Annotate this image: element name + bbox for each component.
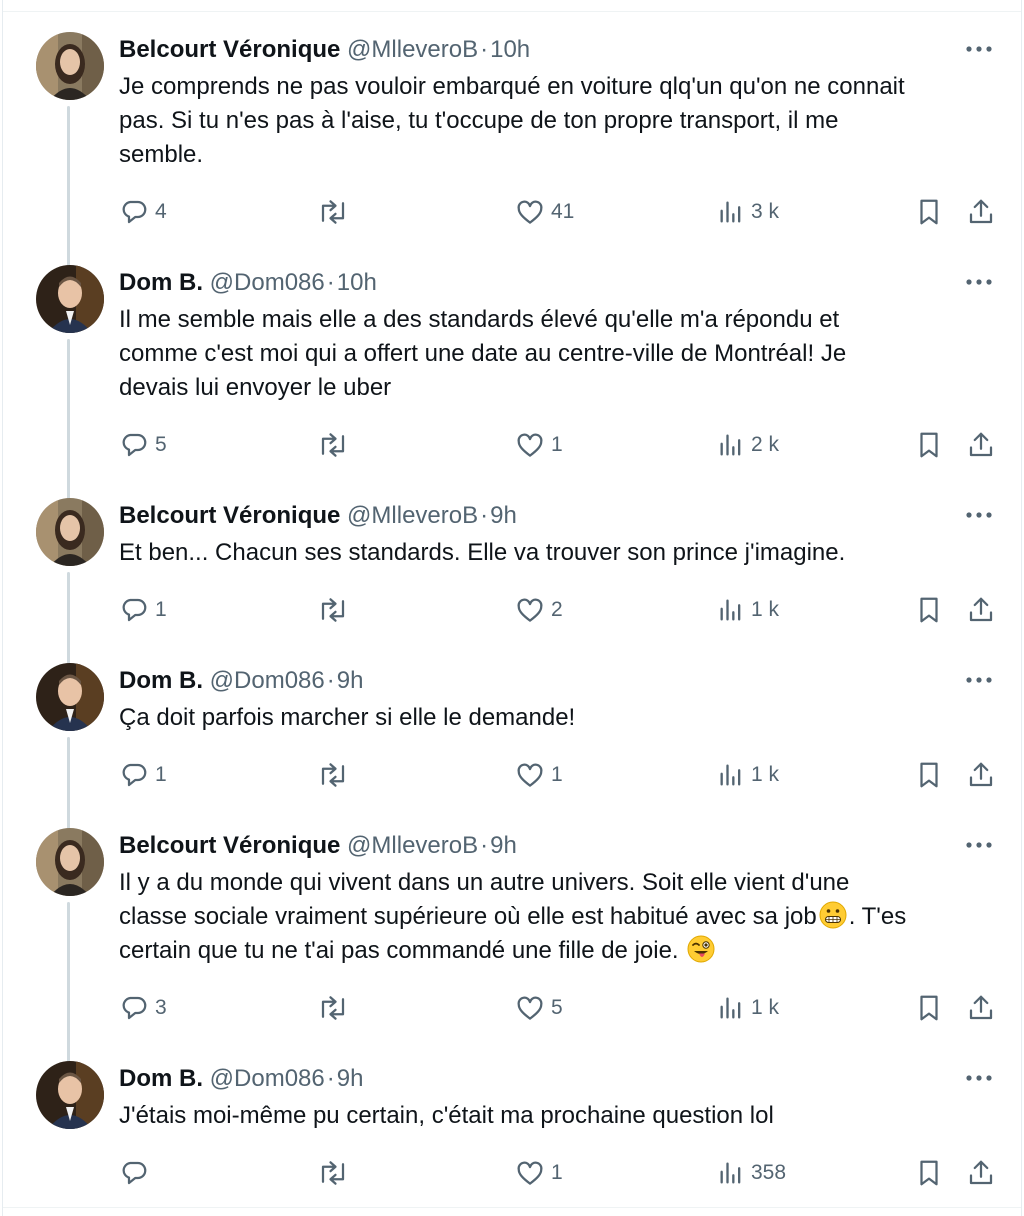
like-icon [515, 595, 545, 625]
author-name[interactable]: Belcourt Véronique [119, 832, 341, 859]
more-icon[interactable] [962, 667, 996, 693]
tweet[interactable] [3, 498, 1021, 662]
views-count: 358 [751, 1161, 787, 1184]
share-button[interactable] [966, 755, 996, 795]
retweet-icon [316, 430, 350, 460]
timestamp[interactable]: 9h [490, 832, 517, 859]
bookmark-icon [914, 430, 944, 460]
views-icon [717, 430, 745, 460]
like-button[interactable] [515, 590, 563, 630]
more-icon[interactable] [962, 269, 996, 295]
like-count: 1 [551, 763, 563, 786]
views-icon [717, 197, 745, 227]
views-count: 3 k [751, 200, 780, 223]
reply-button[interactable] [119, 590, 167, 630]
views-icon [717, 993, 745, 1023]
timestamp[interactable]: 9h [490, 502, 517, 529]
reply-button[interactable] [119, 425, 167, 465]
like-icon [515, 993, 545, 1023]
retweet-button[interactable] [316, 425, 350, 465]
timestamp[interactable]: 9h [336, 667, 364, 694]
like-icon [515, 1158, 545, 1188]
views-button[interactable] [717, 425, 779, 465]
more-icon[interactable] [962, 1065, 996, 1091]
tweet-text [119, 866, 1001, 968]
like-button[interactable] [515, 425, 563, 465]
retweet-icon [316, 993, 350, 1023]
like-count: 5 [551, 996, 563, 1019]
retweet-icon [316, 595, 350, 625]
winking-face-with-tongue-emoji [686, 934, 716, 964]
author-name[interactable]: Dom B. [119, 667, 203, 694]
share-button[interactable] [966, 590, 996, 630]
bookmark-icon [914, 993, 944, 1023]
grimacing-face-emoji [818, 900, 848, 930]
like-count: 1 [551, 1161, 563, 1184]
separator-dot: · [480, 832, 489, 859]
avatar-man[interactable] [36, 663, 104, 731]
more-icon[interactable] [962, 832, 996, 858]
bookmark-button[interactable] [914, 192, 944, 232]
views-count: 2 k [751, 433, 780, 456]
author-name[interactable]: Dom B. [119, 269, 203, 296]
reply-count: 3 [155, 996, 167, 1019]
more-icon[interactable] [962, 502, 996, 528]
like-button[interactable] [515, 192, 574, 232]
avatar-woman[interactable] [36, 32, 104, 100]
reply-count: 1 [155, 598, 167, 621]
bookmark-button[interactable] [914, 590, 944, 630]
author-name[interactable]: Belcourt Véronique [119, 36, 341, 63]
tweet[interactable] [3, 265, 1021, 497]
tweet-text: Il me semble mais elle a des standards élevé qu'elle m'a répondu et comme c'est moi qui a offert une date au centre-ville de Montréal! Je devais lui envoyer le uber [119, 306, 847, 401]
timestamp[interactable]: 10h [490, 36, 531, 63]
share-button[interactable] [966, 425, 996, 465]
share-icon [966, 993, 996, 1023]
author-handle[interactable]: @MlleveroB [347, 502, 479, 529]
reply-icon [119, 595, 149, 625]
tweet-text: Ça doit parfois marcher si elle le demande! [119, 704, 576, 731]
like-icon [515, 760, 545, 790]
retweet-button[interactable] [316, 755, 350, 795]
tweet-header [119, 34, 911, 66]
reply-icon [119, 993, 149, 1023]
like-icon [515, 197, 545, 227]
tweet-text-part: Il y a du monde qui vivent dans un autre univers. Soit elle vient d'une classe sociale vraiment supérieure où elle est habitué avec sa job [119, 869, 850, 930]
share-button[interactable] [966, 192, 996, 232]
bookmark-button[interactable] [914, 988, 944, 1028]
avatar-man[interactable] [36, 1061, 104, 1129]
action-bar [3, 192, 1021, 232]
author-handle[interactable]: @MlleveroB [347, 832, 479, 859]
like-count: 1 [551, 433, 563, 456]
avatar-man[interactable] [36, 265, 104, 333]
action-bar [3, 988, 1021, 1028]
like-icon [515, 430, 545, 460]
retweet-button[interactable] [316, 988, 350, 1028]
reply-icon [119, 1158, 149, 1188]
tweet-header [119, 665, 911, 697]
views-button[interactable] [717, 192, 779, 232]
retweet-button[interactable] [316, 192, 350, 232]
views-count: 1 k [751, 598, 780, 621]
timestamp[interactable]: 10h [336, 269, 377, 296]
bookmark-icon [914, 595, 944, 625]
like-count: 2 [551, 598, 563, 621]
like-count: 41 [551, 200, 575, 223]
retweet-icon [316, 197, 350, 227]
tweet-text-part: . T'es certain que tu ne t'ai pas commandé une fille de joie. [119, 903, 907, 964]
action-bar [3, 425, 1021, 465]
reply-count: 1 [155, 763, 167, 786]
tweet[interactable] [3, 828, 1021, 1060]
reply-icon [119, 430, 149, 460]
tweet-header [119, 1063, 911, 1095]
author-handle[interactable]: @Dom086 [209, 269, 325, 296]
retweet-icon [316, 760, 350, 790]
thread-line [67, 902, 70, 1062]
views-button[interactable] [717, 988, 779, 1028]
author-name[interactable]: Belcourt Véronique [119, 502, 341, 529]
bookmark-icon [914, 197, 944, 227]
views-button[interactable] [717, 755, 779, 795]
separator-dot: · [326, 667, 335, 694]
reply-count: 5 [155, 433, 167, 456]
bookmark-button[interactable] [914, 1153, 944, 1193]
separator-dot: · [480, 36, 489, 63]
action-bar [3, 1153, 1021, 1193]
tweet-header [119, 267, 911, 299]
reply-count: 4 [155, 200, 167, 223]
tweet-header [119, 500, 911, 532]
reply-icon [119, 197, 149, 227]
reply-button[interactable] [119, 755, 167, 795]
action-bar [3, 755, 1021, 795]
like-button[interactable] [515, 1153, 563, 1193]
views-icon [717, 1158, 745, 1188]
views-icon [717, 760, 745, 790]
author-handle[interactable]: @MlleveroB [347, 36, 479, 63]
separator-dot: · [480, 502, 489, 529]
tweet[interactable] [3, 1061, 1021, 1201]
tweet[interactable] [3, 663, 1021, 827]
share-icon [966, 1158, 996, 1188]
share-button[interactable] [966, 1153, 996, 1193]
bookmark-button[interactable] [914, 755, 944, 795]
tweet-header [119, 830, 911, 862]
like-button[interactable] [515, 988, 563, 1028]
views-count: 1 k [751, 996, 780, 1019]
timestamp[interactable]: 9h [336, 1065, 364, 1092]
avatar-woman[interactable] [36, 498, 104, 566]
tweet-text: J'étais moi-même pu certain, c'était ma prochaine question lol [119, 1102, 774, 1129]
conversation-thread [2, 0, 1022, 1216]
avatar-woman[interactable] [36, 828, 104, 896]
separator-dot: · [326, 1065, 335, 1092]
author-handle[interactable]: @Dom086 [209, 1065, 325, 1092]
bookmark-icon [914, 1158, 944, 1188]
share-icon [966, 430, 996, 460]
reply-button[interactable] [119, 988, 167, 1028]
retweet-button[interactable] [316, 590, 350, 630]
views-icon [717, 595, 745, 625]
reply-button[interactable] [119, 1153, 155, 1193]
like-button[interactable] [515, 755, 563, 795]
reply-icon [119, 760, 149, 790]
author-name[interactable]: Dom B. [119, 1065, 203, 1092]
bookmark-button[interactable] [914, 425, 944, 465]
retweet-icon [316, 1158, 350, 1188]
author-handle[interactable]: @Dom086 [209, 667, 325, 694]
share-button[interactable] [966, 988, 996, 1028]
share-icon [966, 595, 996, 625]
share-icon [966, 197, 996, 227]
retweet-button[interactable] [316, 1153, 350, 1193]
views-button[interactable] [717, 590, 779, 630]
reply-button[interactable] [119, 192, 167, 232]
separator-dot: · [326, 269, 335, 296]
views-button[interactable] [717, 1153, 786, 1193]
tweet[interactable] [3, 32, 1021, 264]
action-bar [3, 590, 1021, 630]
more-icon[interactable] [962, 36, 996, 62]
bookmark-icon [914, 760, 944, 790]
tweet-text: Et ben... Chacun ses standards. Elle va trouver son prince j'imagine. [119, 539, 846, 566]
views-count: 1 k [751, 763, 780, 786]
share-icon [966, 760, 996, 790]
tweet-text: Je comprends ne pas vouloir embarqué en voiture qlq'un qu'on ne connait pas. Si tu n'es pas à l'aise, tu t'occupe de ton propre transport, il me semble. [119, 73, 905, 168]
